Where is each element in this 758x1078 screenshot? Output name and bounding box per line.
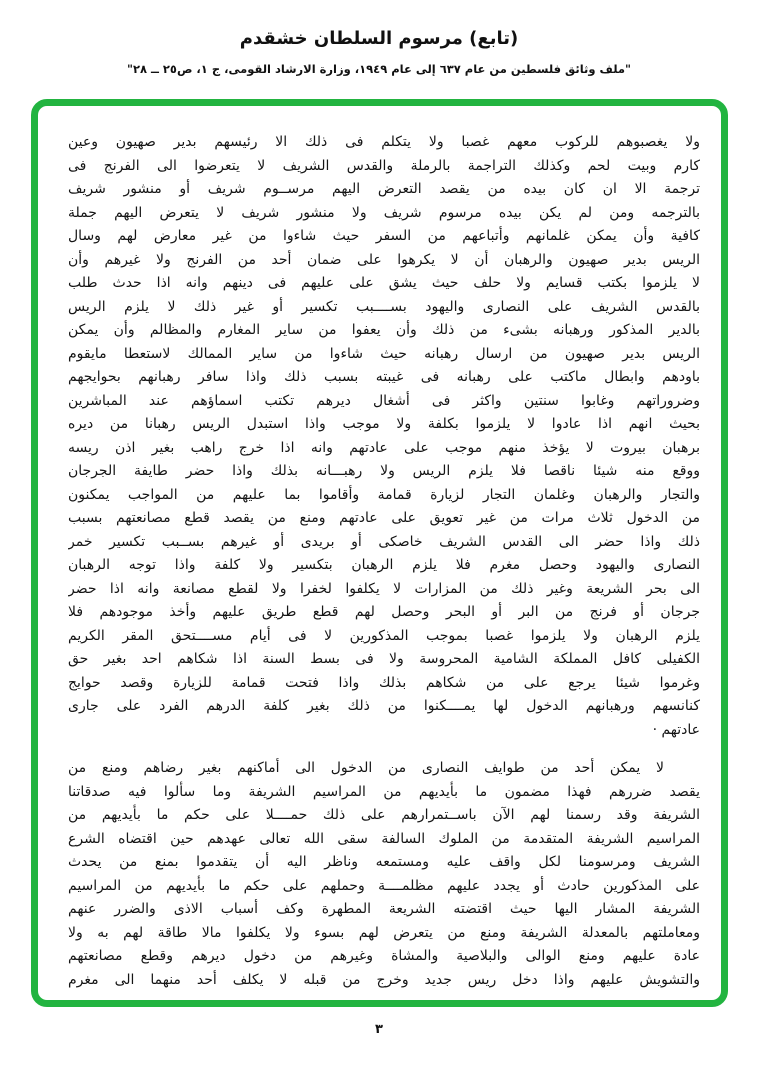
- text-line: بحيث انهم اذا عادوا لا يلزموا بكلفة ولا موجب واذا استبدل الريس رهبانا من ديره: [68, 416, 700, 432]
- text-line: وغرموا شيئا يرجع على من شكاهم بذلك واذا فتحت قمامة للزيارة وقصد حوايج: [68, 674, 700, 691]
- text-line: كنانسهم ورهبانهم الدخول لها يمــــكنوا من ذلك بغير كلفة الدرهم الفرد على جارى: [68, 698, 700, 714]
- paragraph: [68, 757, 700, 992]
- text-line: جرجان أو فرنج من البر أو البحر وحصل لهم قطع طريق عليهم وأخذ موجودهم فلا: [68, 604, 700, 620]
- page-title: (تابع) مرسوم السلطان خشقدم: [239, 28, 519, 49]
- text-line: المراسيم الشريفة المتقدمة من الملوك السالفة سقى الله تعالى عهدهم حين اقتضاه الشرع: [68, 830, 700, 847]
- text-line: ذلك واذا حضر الى القدس الشريف خاصكى أو بريدى أو غيرهم بســبب تكسير خمر: [68, 533, 700, 550]
- text-line: لا يمكن أحد من طوايف النصارى من الدخول الى أماكنهم بغير رضاهم ومنع من: [68, 760, 664, 776]
- text-line: والتجار والرهبان وغلمان التجار لزيارة قمامة وأقاموا بما عليهم من المواجب يمكنون: [68, 486, 700, 503]
- text-line: ترجمة الا ان كان بيده من يقصد التعرض اليهم مرســوم شريف أو منشور شريف: [68, 181, 700, 197]
- text-line: الشريفة وقد رسمنا لهم الآن باســتمرارهم على ذلك حمــــلا على حكم ما بأيديهم من: [68, 807, 700, 823]
- text-line: ووقع منه شيئا ناقصا فلا يلزم الريس ولا رهبـــانه بذلك واذا حضر طايفة الجرجان: [68, 463, 700, 479]
- text-line: الريس بدير صهيون والرهبان أن لا يكرهوا على ضمان أحد من الفرنج ولا غيرهم وأن: [68, 251, 700, 268]
- text-line: بالترجمه ومن لم يكن بيده مرسوم شريف ولا منشور شريف لا يتعرض اليهم جملة: [68, 204, 700, 221]
- text-line: بالقدس الشريف على النصارى واليهود بســــبب تكسير أو غير ذلك لا يلزم الريس: [68, 298, 700, 315]
- text-line: الكفيلى كافل المملكة الشامية المحروسة ولا فى بسط السنة اذا شكاهم احد بغير حق: [68, 651, 700, 667]
- text-line: بالدير المذكور ورهبانه بشىء من ذلك وأن يعفوا من ساير المغارم والمظالم وأن يمكن: [68, 322, 700, 338]
- text-line: ومعاملتهم بالمعدلة الشريفة ومنع من يتعرض لهم بسوء ولا يكلفوا مالا طاقة لهم به ولا: [68, 924, 700, 941]
- text-line: يقصد ضررهم فهذا مضمون ما بأيديهم من المراسيم الشريفة وما سألوا فيه صدقاتنا: [68, 783, 700, 800]
- text-line: الى بحر الشريعة وغير ذلك من المزارات لا يكلفوا لخفرا ولا لقطع مصانعة وانه اذا حضر: [68, 580, 700, 597]
- text-line: الشريفة المشار اليها حيث اقتضته الشريعة المطهرة وكف أسباب الاذى والضرر عنهم: [68, 901, 700, 917]
- text-line: ولا يغصبوهم للركوب معهم غصبا ولا يتكلم فى ذلك الا رئيسهم بدير صهيون وعين: [68, 134, 700, 150]
- text-line: كارم وبيت لحم وكذلك التراجمة بالرملة والقدس الشريف لا يتعرضوا الى الفرنج فى: [68, 157, 700, 174]
- paragraph: [68, 131, 700, 742]
- text-line: باودهم وابطال ماكتب على رهبانه فى غيبته بسبب ذلك واذا سافر رهبانهم بحوايجهم: [68, 369, 700, 385]
- text-line: عادة عليهم ومنع الوالى والبلاصية والمشاة وغيرهم من دخول ديرهم وقطع مصانعتهم: [68, 948, 700, 964]
- text-line: النصارى واليهود وحصل مغرم فلا يلزم الرهبان بتكسير ولا كلفة واذا توجه الرهبان: [68, 557, 700, 573]
- page-number: ٣: [375, 1022, 383, 1037]
- text-line: لا يلزموا بكتب قسايم ولا حلف حيث يشق على عليهم فى دينهم وانه اذا حدث طلب: [68, 275, 700, 291]
- text-line: من الدخول ثلاث مرات من غير تعويق على عادتهم ومنع من يقصد قطع مصانعتهم بسبب: [68, 510, 700, 526]
- text-line: الشريف ومرسومنا لكل واقف عليه ومستمعه وناظر اليه أن يتقدموا بمنع من يحدث: [68, 854, 700, 870]
- text-line: والتشويش عليهم واذا دخل ريس جديد وخرج من قبله لا يكلف أحد منهما الى مغرم: [68, 971, 700, 988]
- text-line: كافية وأن يمكن غلمانهم وأتباعهم من السفر حيث شاءوا من غير معارض لهم وسال: [68, 228, 700, 244]
- text-line: وضروراتهم وغابوا سنتين واكثر فى أشغال ديرهم تكتب اسماؤهم عند المباشرين: [68, 392, 700, 409]
- source-citation: "ملف وثائق فلسطين من عام ٦٣٧ إلى عام ١٩٤٩، وزارة الارشاد القومى، ج ١، ص٢٥ ــ ٢٨": [126, 62, 632, 76]
- text-line: برهبان بيروت لا يؤخذ منهم موجب على عادتهم وانه اذا خرج راهب بغير اذن ريسه: [68, 439, 700, 456]
- document-body: [68, 131, 700, 992]
- text-line: عادتهم ·: [652, 721, 700, 738]
- document-frame: [31, 99, 728, 1007]
- text-line: يلزم الرهبان ولا يلزموا غصبا بموجب المذكورين لا فى أيام مســــتحق المقر الكريم: [68, 627, 700, 644]
- text-line: الريس بدير صهيون من ارسال رهبانه حيث شاءوا من ساير الممالك لاستعطا مايقوم: [68, 345, 700, 362]
- text-line: على المذكورين حادث أو يجدد عليهم مظلمــــة وحملهم على حكم ما بأيديهم من المراسيم: [68, 877, 700, 894]
